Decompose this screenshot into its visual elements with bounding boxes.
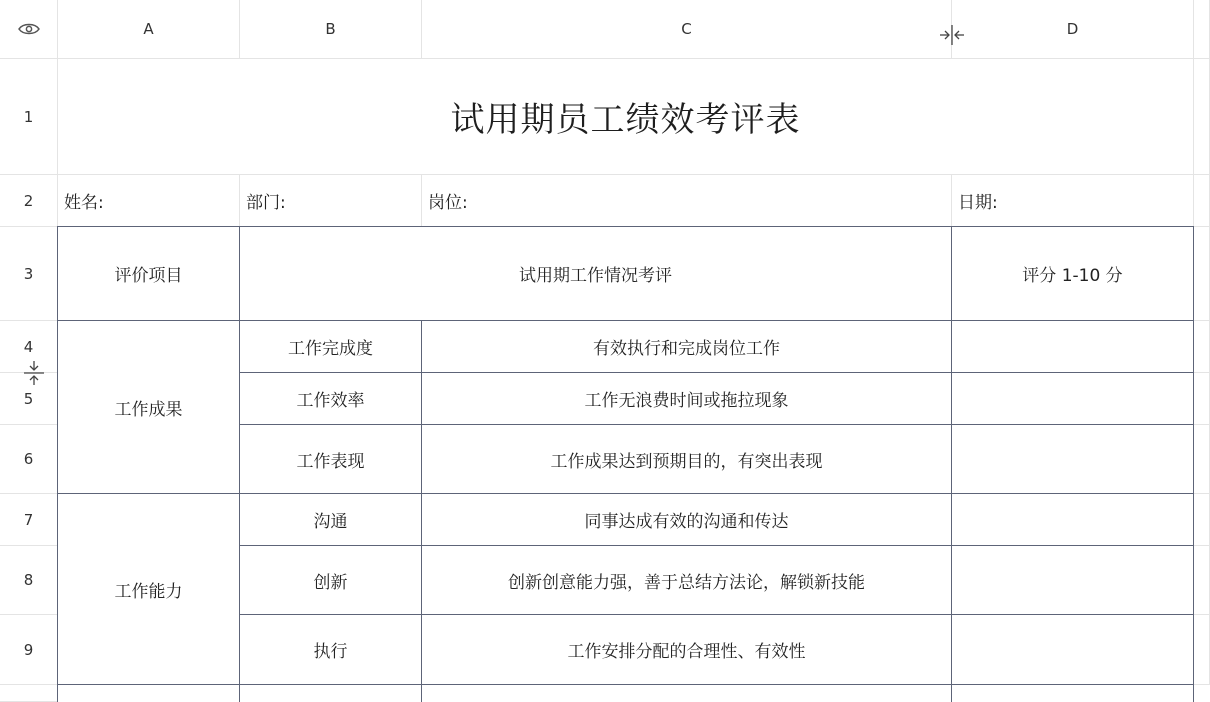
cell-b10[interactable] xyxy=(240,685,422,702)
select-all-corner[interactable] xyxy=(0,0,58,59)
sheet-title-cell[interactable]: 试用期员工绩效考评表 xyxy=(58,59,1194,175)
criterion-cell[interactable]: 沟通 xyxy=(240,494,422,546)
row-header-1[interactable]: 1 xyxy=(0,59,58,175)
row-header-9[interactable]: 9 xyxy=(0,615,58,685)
row-header-6[interactable]: 6 xyxy=(0,425,58,494)
row-header-10[interactable] xyxy=(0,685,58,702)
row-header-3[interactable]: 3 xyxy=(0,227,58,321)
column-resize-icon[interactable] xyxy=(939,24,965,46)
column-header-c[interactable]: C xyxy=(422,0,952,59)
cell-e8[interactable] xyxy=(1194,546,1210,615)
criterion-cell[interactable]: 执行 xyxy=(240,615,422,685)
eye-icon[interactable] xyxy=(18,22,40,36)
score-cell[interactable] xyxy=(952,615,1194,685)
row-header-8[interactable]: 8 xyxy=(0,546,58,615)
group-label-work-results[interactable]: 工作成果 xyxy=(58,321,240,494)
header-probation-review[interactable]: 试用期工作情况考评 xyxy=(240,227,952,321)
cell-d10[interactable] xyxy=(952,685,1194,702)
header-score[interactable]: 评分 1-10 分 xyxy=(952,227,1194,321)
cell-e7[interactable] xyxy=(1194,494,1210,546)
description-cell[interactable]: 创新创意能力强，善于总结方法论，解锁新技能 xyxy=(422,546,952,615)
group-label-work-ability[interactable]: 工作能力 xyxy=(58,494,240,685)
cell-a10[interactable] xyxy=(58,685,240,702)
row-header-5[interactable]: 5 xyxy=(0,373,58,425)
column-header-a[interactable]: A xyxy=(58,0,240,59)
score-cell[interactable] xyxy=(952,321,1194,373)
score-cell[interactable] xyxy=(952,425,1194,494)
description-cell[interactable]: 工作安排分配的合理性、有效性 xyxy=(422,615,952,685)
cell-e6[interactable] xyxy=(1194,425,1210,494)
column-header-d[interactable]: D xyxy=(952,0,1194,59)
cell-e1[interactable] xyxy=(1194,59,1210,175)
column-header-e[interactable] xyxy=(1194,0,1210,59)
cell-name-label[interactable]: 姓名: xyxy=(58,175,240,227)
criterion-cell[interactable]: 工作效率 xyxy=(240,373,422,425)
score-cell[interactable] xyxy=(952,546,1194,615)
cell-date-label[interactable]: 日期: xyxy=(952,175,1194,227)
cell-e4[interactable] xyxy=(1194,321,1210,373)
table-border-top xyxy=(58,226,1194,227)
description-cell[interactable]: 工作成果达到预期目的，有突出表现 xyxy=(422,425,952,494)
cell-e3[interactable] xyxy=(1194,227,1210,321)
row-header-7[interactable]: 7 xyxy=(0,494,58,546)
cell-dept-label[interactable]: 部门: xyxy=(240,175,422,227)
cell-e5[interactable] xyxy=(1194,373,1210,425)
header-evaluation-item[interactable]: 评价项目 xyxy=(58,227,240,321)
cell-c10[interactable] xyxy=(422,685,952,702)
row-resize-icon[interactable] xyxy=(23,360,45,386)
criterion-cell[interactable]: 创新 xyxy=(240,546,422,615)
cell-e2[interactable] xyxy=(1194,175,1210,227)
description-cell[interactable]: 工作无浪费时间或拖拉现象 xyxy=(422,373,952,425)
score-cell[interactable] xyxy=(952,373,1194,425)
criterion-cell[interactable]: 工作完成度 xyxy=(240,321,422,373)
description-cell[interactable]: 有效执行和完成岗位工作 xyxy=(422,321,952,373)
row-header-4[interactable]: 4 xyxy=(0,321,58,373)
column-header-b[interactable]: B xyxy=(240,0,422,59)
cell-position-label[interactable]: 岗位: xyxy=(422,175,952,227)
table-border-left xyxy=(57,226,58,702)
criterion-cell[interactable]: 工作表现 xyxy=(240,425,422,494)
description-cell[interactable]: 同事达成有效的沟通和传达 xyxy=(422,494,952,546)
score-cell[interactable] xyxy=(952,494,1194,546)
cell-e9[interactable] xyxy=(1194,615,1210,685)
row-header-2[interactable]: 2 xyxy=(0,175,58,227)
